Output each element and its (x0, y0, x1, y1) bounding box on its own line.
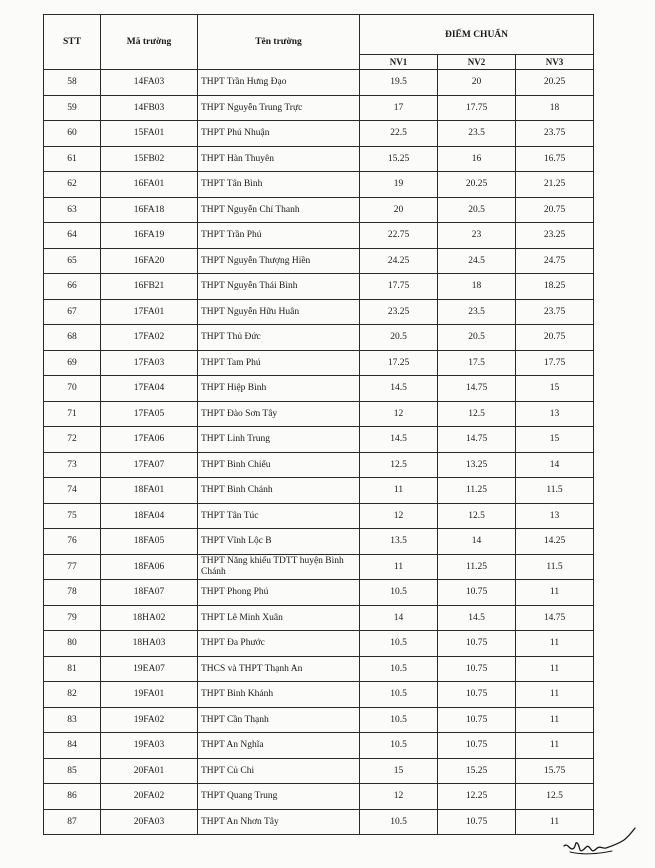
table-row (44, 631, 594, 657)
table-row (44, 733, 594, 759)
table-row (44, 299, 594, 325)
cell-nv1: 12.5 (360, 452, 438, 478)
cell-school-name: THPT An Nhơn Tây (198, 809, 360, 835)
cell-stt: 58 (44, 70, 101, 96)
header-nv3: NV3 (516, 55, 594, 70)
cell-nv2: 14.75 (438, 376, 516, 402)
cell-nv3: 11 (516, 580, 594, 606)
cell-school-name: THPT Linh Trung (198, 427, 360, 453)
cell-school-code: 17FA02 (101, 325, 198, 351)
cell-nv1: 22.5 (360, 121, 438, 147)
admission-scores-table (43, 14, 594, 835)
cell-stt: 63 (44, 197, 101, 223)
cell-school-name: THPT Lê Minh Xuân (198, 605, 360, 631)
cell-nv3: 14.75 (516, 605, 594, 631)
cell-school-code: 14FB03 (101, 95, 198, 121)
cell-nv1: 17 (360, 95, 438, 121)
cell-nv2: 20 (438, 70, 516, 96)
cell-nv3: 18.25 (516, 274, 594, 300)
cell-nv3: 23.75 (516, 121, 594, 147)
cell-nv2: 23 (438, 223, 516, 249)
cell-school-name: THPT Tân Bình (198, 172, 360, 198)
cell-school-name: THPT Hiệp Bình (198, 376, 360, 402)
cell-nv1: 10.5 (360, 809, 438, 835)
header-stt: STT (44, 15, 101, 70)
cell-nv1: 10.5 (360, 733, 438, 759)
table-row (44, 325, 594, 351)
cell-nv2: 10.75 (438, 682, 516, 708)
cell-nv2: 23.5 (438, 299, 516, 325)
cell-school-code: 17FA01 (101, 299, 198, 325)
cell-nv1: 12 (360, 784, 438, 810)
cell-school-name: THPT Bình Khánh (198, 682, 360, 708)
cell-nv2: 17.75 (438, 95, 516, 121)
cell-school-code: 14FA03 (101, 70, 198, 96)
table-header (44, 15, 594, 70)
table-row (44, 503, 594, 529)
cell-nv3: 20.25 (516, 70, 594, 96)
cell-school-code: 17FA03 (101, 350, 198, 376)
cell-stt: 74 (44, 478, 101, 504)
cell-nv2: 11.25 (438, 478, 516, 504)
table-row (44, 452, 594, 478)
table-row (44, 350, 594, 376)
table-body (44, 70, 594, 835)
cell-school-code: 18FA05 (101, 529, 198, 555)
cell-nv3: 20.75 (516, 197, 594, 223)
cell-school-name: THPT Nguyễn Thượng Hiền (198, 248, 360, 274)
table-row (44, 376, 594, 402)
cell-school-code: 19FA03 (101, 733, 198, 759)
cell-stt: 67 (44, 299, 101, 325)
cell-nv2: 12.5 (438, 401, 516, 427)
cell-nv3: 14.25 (516, 529, 594, 555)
cell-school-name: THPT Vĩnh Lộc B (198, 529, 360, 555)
table-row (44, 784, 594, 810)
cell-school-code: 15FA01 (101, 121, 198, 147)
cell-school-code: 17FA04 (101, 376, 198, 402)
cell-stt: 79 (44, 605, 101, 631)
cell-nv1: 11 (360, 554, 438, 580)
cell-nv1: 20 (360, 197, 438, 223)
cell-school-name: THPT Bình Chiểu (198, 452, 360, 478)
cell-school-name: THPT Đào Sơn Tây (198, 401, 360, 427)
cell-stt: 82 (44, 682, 101, 708)
cell-nv3: 11 (516, 631, 594, 657)
cell-nv3: 20.75 (516, 325, 594, 351)
cell-nv1: 10.5 (360, 707, 438, 733)
cell-stt: 80 (44, 631, 101, 657)
header-nv1: NV1 (360, 55, 438, 70)
cell-nv1: 14.5 (360, 376, 438, 402)
cell-nv3: 11 (516, 809, 594, 835)
cell-nv3: 11.5 (516, 478, 594, 504)
cell-school-name: THPT Nguyễn Trung Trực (198, 95, 360, 121)
cell-school-code: 16FA20 (101, 248, 198, 274)
cell-nv1: 14 (360, 605, 438, 631)
cell-school-name: THPT Củ Chi (198, 758, 360, 784)
cell-nv1: 17.75 (360, 274, 438, 300)
table-row (44, 605, 594, 631)
cell-stt: 86 (44, 784, 101, 810)
cell-nv1: 12 (360, 401, 438, 427)
cell-nv3: 11 (516, 656, 594, 682)
cell-stt: 65 (44, 248, 101, 274)
header-nv2: NV2 (438, 55, 516, 70)
cell-school-name: THPT Nguyễn Thái Bình (198, 274, 360, 300)
cell-school-name: THPT Tân Túc (198, 503, 360, 529)
cell-school-code: 19FA02 (101, 707, 198, 733)
handwritten-signature-icon (560, 822, 640, 862)
header-score-group: ĐIỂM CHUẨN (360, 15, 594, 55)
cell-stt: 84 (44, 733, 101, 759)
cell-school-name: THPT Tam Phú (198, 350, 360, 376)
table-row (44, 274, 594, 300)
cell-nv2: 20.5 (438, 325, 516, 351)
cell-school-code: 17FA06 (101, 427, 198, 453)
cell-school-code: 19EA07 (101, 656, 198, 682)
cell-nv2: 12.5 (438, 503, 516, 529)
cell-school-code: 18HA02 (101, 605, 198, 631)
table-row (44, 580, 594, 606)
cell-school-name: THPT An Nghĩa (198, 733, 360, 759)
header-school-code: Mã trường (101, 15, 198, 70)
table-header-row (44, 15, 594, 55)
cell-nv2: 10.75 (438, 631, 516, 657)
cell-nv2: 15.25 (438, 758, 516, 784)
table-row (44, 401, 594, 427)
cell-school-name: THPT Phú Nhuận (198, 121, 360, 147)
cell-school-code: 18FA06 (101, 554, 198, 580)
cell-nv3: 11.5 (516, 554, 594, 580)
cell-nv1: 17.25 (360, 350, 438, 376)
cell-nv1: 23.25 (360, 299, 438, 325)
cell-school-code: 16FA18 (101, 197, 198, 223)
cell-school-code: 15FB02 (101, 146, 198, 172)
cell-nv1: 10.5 (360, 580, 438, 606)
cell-nv2: 20.25 (438, 172, 516, 198)
table-row (44, 707, 594, 733)
cell-school-name: THPT Trần Hưng Đạo (198, 70, 360, 96)
table-row (44, 146, 594, 172)
cell-nv1: 22.75 (360, 223, 438, 249)
cell-school-code: 18FA07 (101, 580, 198, 606)
cell-nv3: 23.75 (516, 299, 594, 325)
table-row (44, 121, 594, 147)
cell-nv2: 23.5 (438, 121, 516, 147)
table-row (44, 172, 594, 198)
cell-nv1: 12 (360, 503, 438, 529)
cell-stt: 71 (44, 401, 101, 427)
cell-nv2: 10.75 (438, 580, 516, 606)
cell-nv3: 15 (516, 427, 594, 453)
cell-nv2: 16 (438, 146, 516, 172)
cell-school-name: THPT Quang Trung (198, 784, 360, 810)
cell-stt: 61 (44, 146, 101, 172)
cell-school-code: 16FB21 (101, 274, 198, 300)
cell-stt: 70 (44, 376, 101, 402)
cell-nv2: 10.75 (438, 656, 516, 682)
table-row (44, 70, 594, 96)
cell-nv1: 10.5 (360, 682, 438, 708)
table-row (44, 554, 594, 580)
cell-stt: 72 (44, 427, 101, 453)
cell-nv3: 15.75 (516, 758, 594, 784)
cell-school-code: 17FA07 (101, 452, 198, 478)
cell-stt: 83 (44, 707, 101, 733)
cell-school-name: THPT Phong Phú (198, 580, 360, 606)
cell-nv2: 14.75 (438, 427, 516, 453)
cell-nv3: 11 (516, 733, 594, 759)
cell-nv2: 10.75 (438, 707, 516, 733)
cell-stt: 76 (44, 529, 101, 555)
cell-school-name: THPT Thủ Đức (198, 325, 360, 351)
cell-school-name: THPT Hàn Thuyên (198, 146, 360, 172)
cell-school-code: 20FA03 (101, 809, 198, 835)
table-row (44, 682, 594, 708)
cell-stt: 64 (44, 223, 101, 249)
cell-nv3: 12.5 (516, 784, 594, 810)
cell-school-name: THPT Năng khiếu TDTT huyện Bình Chánh (198, 554, 360, 580)
cell-stt: 87 (44, 809, 101, 835)
cell-nv3: 18 (516, 95, 594, 121)
cell-school-code: 20FA01 (101, 758, 198, 784)
cell-nv2: 10.75 (438, 809, 516, 835)
cell-school-name: THPT Cần Thạnh (198, 707, 360, 733)
table-row (44, 478, 594, 504)
cell-nv2: 24.5 (438, 248, 516, 274)
cell-stt: 66 (44, 274, 101, 300)
cell-stt: 77 (44, 554, 101, 580)
cell-nv1: 19 (360, 172, 438, 198)
cell-nv1: 15 (360, 758, 438, 784)
table-row (44, 809, 594, 835)
table-row (44, 197, 594, 223)
cell-nv1: 15.25 (360, 146, 438, 172)
cell-school-name: THPT Trần Phú (198, 223, 360, 249)
cell-nv2: 14.5 (438, 605, 516, 631)
cell-school-code: 19FA01 (101, 682, 198, 708)
cell-school-code: 18FA04 (101, 503, 198, 529)
table-row (44, 529, 594, 555)
cell-nv1: 19.5 (360, 70, 438, 96)
cell-school-code: 20FA02 (101, 784, 198, 810)
cell-school-code: 18FA01 (101, 478, 198, 504)
table-row (44, 758, 594, 784)
cell-nv2: 17.5 (438, 350, 516, 376)
cell-school-code: 18HA03 (101, 631, 198, 657)
cell-nv3: 11 (516, 707, 594, 733)
cell-school-code: 17FA05 (101, 401, 198, 427)
cell-nv2: 20.5 (438, 197, 516, 223)
cell-nv1: 11 (360, 478, 438, 504)
cell-stt: 75 (44, 503, 101, 529)
cell-nv2: 11.25 (438, 554, 516, 580)
cell-nv3: 23.25 (516, 223, 594, 249)
cell-stt: 85 (44, 758, 101, 784)
cell-nv3: 17.75 (516, 350, 594, 376)
cell-school-code: 16FA01 (101, 172, 198, 198)
cell-nv1: 24.25 (360, 248, 438, 274)
cell-school-name: THPT Nguyễn Chí Thanh (198, 197, 360, 223)
cell-school-name: THPT Bình Chánh (198, 478, 360, 504)
cell-school-name: THCS và THPT Thạnh An (198, 656, 360, 682)
cell-nv3: 11 (516, 682, 594, 708)
cell-nv3: 13 (516, 401, 594, 427)
cell-stt: 60 (44, 121, 101, 147)
cell-nv3: 13 (516, 503, 594, 529)
cell-nv3: 14 (516, 452, 594, 478)
cell-stt: 68 (44, 325, 101, 351)
table-row (44, 248, 594, 274)
cell-nv1: 20.5 (360, 325, 438, 351)
cell-nv1: 14.5 (360, 427, 438, 453)
cell-nv2: 14 (438, 529, 516, 555)
cell-stt: 62 (44, 172, 101, 198)
cell-nv3: 15 (516, 376, 594, 402)
cell-stt: 78 (44, 580, 101, 606)
table-row (44, 427, 594, 453)
cell-nv2: 12.25 (438, 784, 516, 810)
cell-school-name: THPT Nguyễn Hữu Huân (198, 299, 360, 325)
cell-nv3: 24.75 (516, 248, 594, 274)
cell-nv1: 10.5 (360, 631, 438, 657)
cell-stt: 81 (44, 656, 101, 682)
cell-nv1: 13.5 (360, 529, 438, 555)
cell-nv1: 10.5 (360, 656, 438, 682)
cell-nv2: 13.25 (438, 452, 516, 478)
table-row (44, 656, 594, 682)
cell-nv3: 21.25 (516, 172, 594, 198)
cell-nv3: 16.75 (516, 146, 594, 172)
cell-nv2: 18 (438, 274, 516, 300)
table-row (44, 223, 594, 249)
cell-school-name: THPT Đa Phước (198, 631, 360, 657)
table-row (44, 95, 594, 121)
cell-stt: 73 (44, 452, 101, 478)
cell-stt: 69 (44, 350, 101, 376)
header-school-name: Tên trường (198, 15, 360, 70)
cell-nv2: 10.75 (438, 733, 516, 759)
cell-stt: 59 (44, 95, 101, 121)
cell-school-code: 16FA19 (101, 223, 198, 249)
